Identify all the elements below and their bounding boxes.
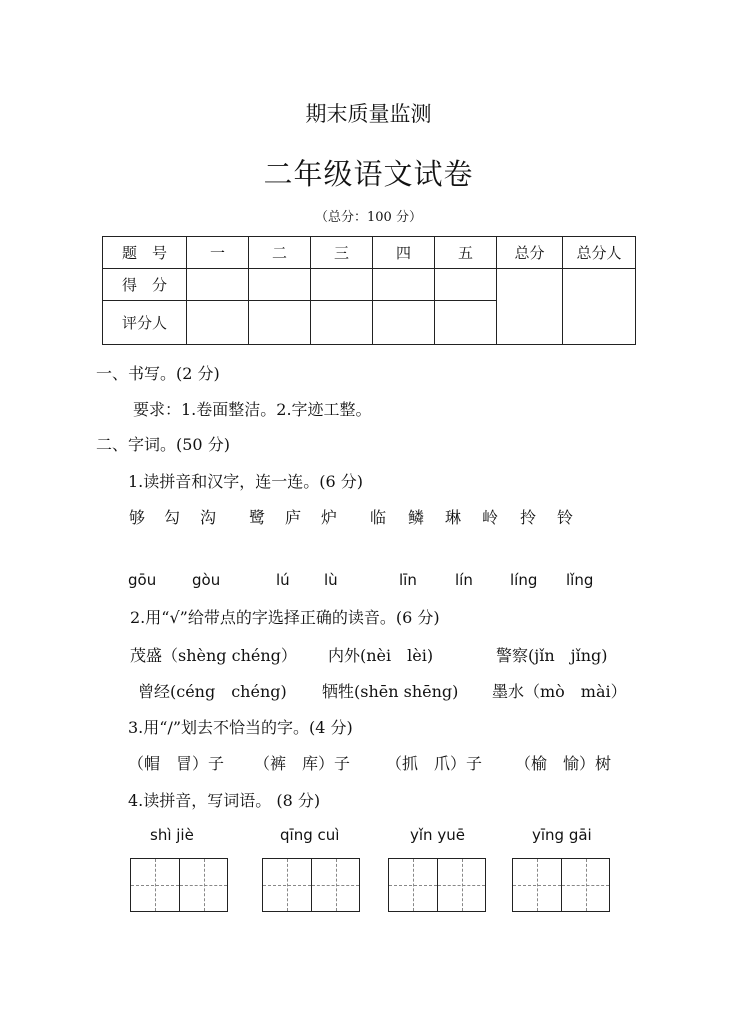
grader-cell[interactable]: [435, 301, 497, 345]
exam-title: 二年级语文试卷: [263, 157, 474, 191]
score-cell[interactable]: [187, 269, 249, 301]
q2-heading: 2.用“√”给带点的字选择正确的读音。(6 分): [130, 608, 440, 627]
score-cell[interactable]: [311, 269, 373, 301]
q4-pinyin: yǐn yuē: [410, 826, 465, 844]
score-row-label: 得 分: [103, 269, 187, 301]
table-header-cell: 四: [373, 237, 435, 269]
character[interactable]: 炉: [321, 508, 338, 527]
q3-item: （帽 冒）子: [128, 754, 225, 773]
section1-requirement: 要求：1.卷面整洁。2.字迹工整。: [133, 400, 372, 419]
section2-heading: 二、字词。(50 分): [96, 435, 230, 454]
q1-heading: 1.读拼音和汉字，连一连。(6 分): [128, 472, 364, 491]
q2-item: 牺牲(shēn shēng): [322, 682, 459, 701]
pinyin[interactable]: líng: [510, 571, 538, 589]
table-header-cell: 一: [187, 237, 249, 269]
character[interactable]: 勾: [164, 508, 181, 527]
character[interactable]: 临: [370, 508, 387, 527]
q2-item: 警察(jǐn jǐng): [496, 646, 608, 665]
writing-grid[interactable]: [262, 858, 360, 912]
pinyin[interactable]: lú: [276, 571, 290, 589]
table-header-cell: 五: [435, 237, 497, 269]
total-scorer-cell[interactable]: [563, 269, 636, 345]
section1-heading: 一、书写。(2 分): [96, 364, 220, 383]
character[interactable]: 拎: [520, 508, 537, 527]
q4-pinyin: yīng gāi: [532, 826, 592, 844]
pinyin[interactable]: lín: [455, 571, 473, 589]
pinyin[interactable]: gōu: [128, 571, 157, 589]
total-score-cell[interactable]: [497, 269, 563, 345]
table-header-cell: 题 号: [103, 237, 187, 269]
character[interactable]: 沟: [200, 508, 217, 527]
writing-grid[interactable]: [130, 858, 228, 912]
q2-item: 内外(nèi lèi): [328, 646, 434, 665]
q2-item: 墨水（mò mài）: [492, 682, 627, 701]
character[interactable]: 琳: [445, 508, 462, 527]
pinyin[interactable]: lǐng: [566, 571, 594, 589]
pinyin[interactable]: gòu: [192, 571, 221, 589]
grader-row-label: 评分人: [103, 301, 187, 345]
score-cell[interactable]: [249, 269, 311, 301]
writing-grid[interactable]: [388, 858, 486, 912]
q3-heading: 3.用“/”划去不恰当的字。(4 分): [128, 718, 353, 737]
total-score-note: （总分：100 分）: [315, 210, 422, 225]
q1-pinyin-row: [0, 571, 737, 593]
score-cell[interactable]: [435, 269, 497, 301]
writing-grid[interactable]: [512, 858, 610, 912]
q1-character-row: [0, 505, 737, 529]
q4-pinyin: shì jiè: [150, 826, 194, 844]
q3-item: （榆 愉）树: [515, 754, 612, 773]
character[interactable]: 够: [129, 508, 146, 527]
grader-cell[interactable]: [249, 301, 311, 345]
character[interactable]: 鹭: [249, 508, 266, 527]
score-cell[interactable]: [373, 269, 435, 301]
character[interactable]: 岭: [482, 508, 499, 527]
character[interactable]: 铃: [557, 508, 574, 527]
table-header-cell: 总分: [497, 237, 563, 269]
q3-item: （抓 爪）子: [386, 754, 483, 773]
q4-pinyin: qīng cuì: [280, 826, 340, 844]
pinyin[interactable]: līn: [399, 571, 417, 589]
score-table: [102, 236, 636, 345]
table-header-cell: 二: [249, 237, 311, 269]
q3-item: （裤 库）子: [254, 754, 351, 773]
character[interactable]: 鳞: [408, 508, 425, 527]
grader-cell[interactable]: [311, 301, 373, 345]
grader-cell[interactable]: [187, 301, 249, 345]
q2-item: 茂盛（shèng chéng）: [130, 646, 297, 665]
table-header-cell: 总分人: [563, 237, 636, 269]
exam-subtitle: 期末质量监测: [305, 102, 432, 126]
q2-item: 曾经(céng chéng): [138, 682, 287, 701]
grader-cell[interactable]: [373, 301, 435, 345]
pinyin[interactable]: lù: [324, 571, 338, 589]
table-header-cell: 三: [311, 237, 373, 269]
q4-heading: 4.读拼音，写词语。 (8 分): [128, 791, 321, 810]
character[interactable]: 庐: [285, 508, 302, 527]
